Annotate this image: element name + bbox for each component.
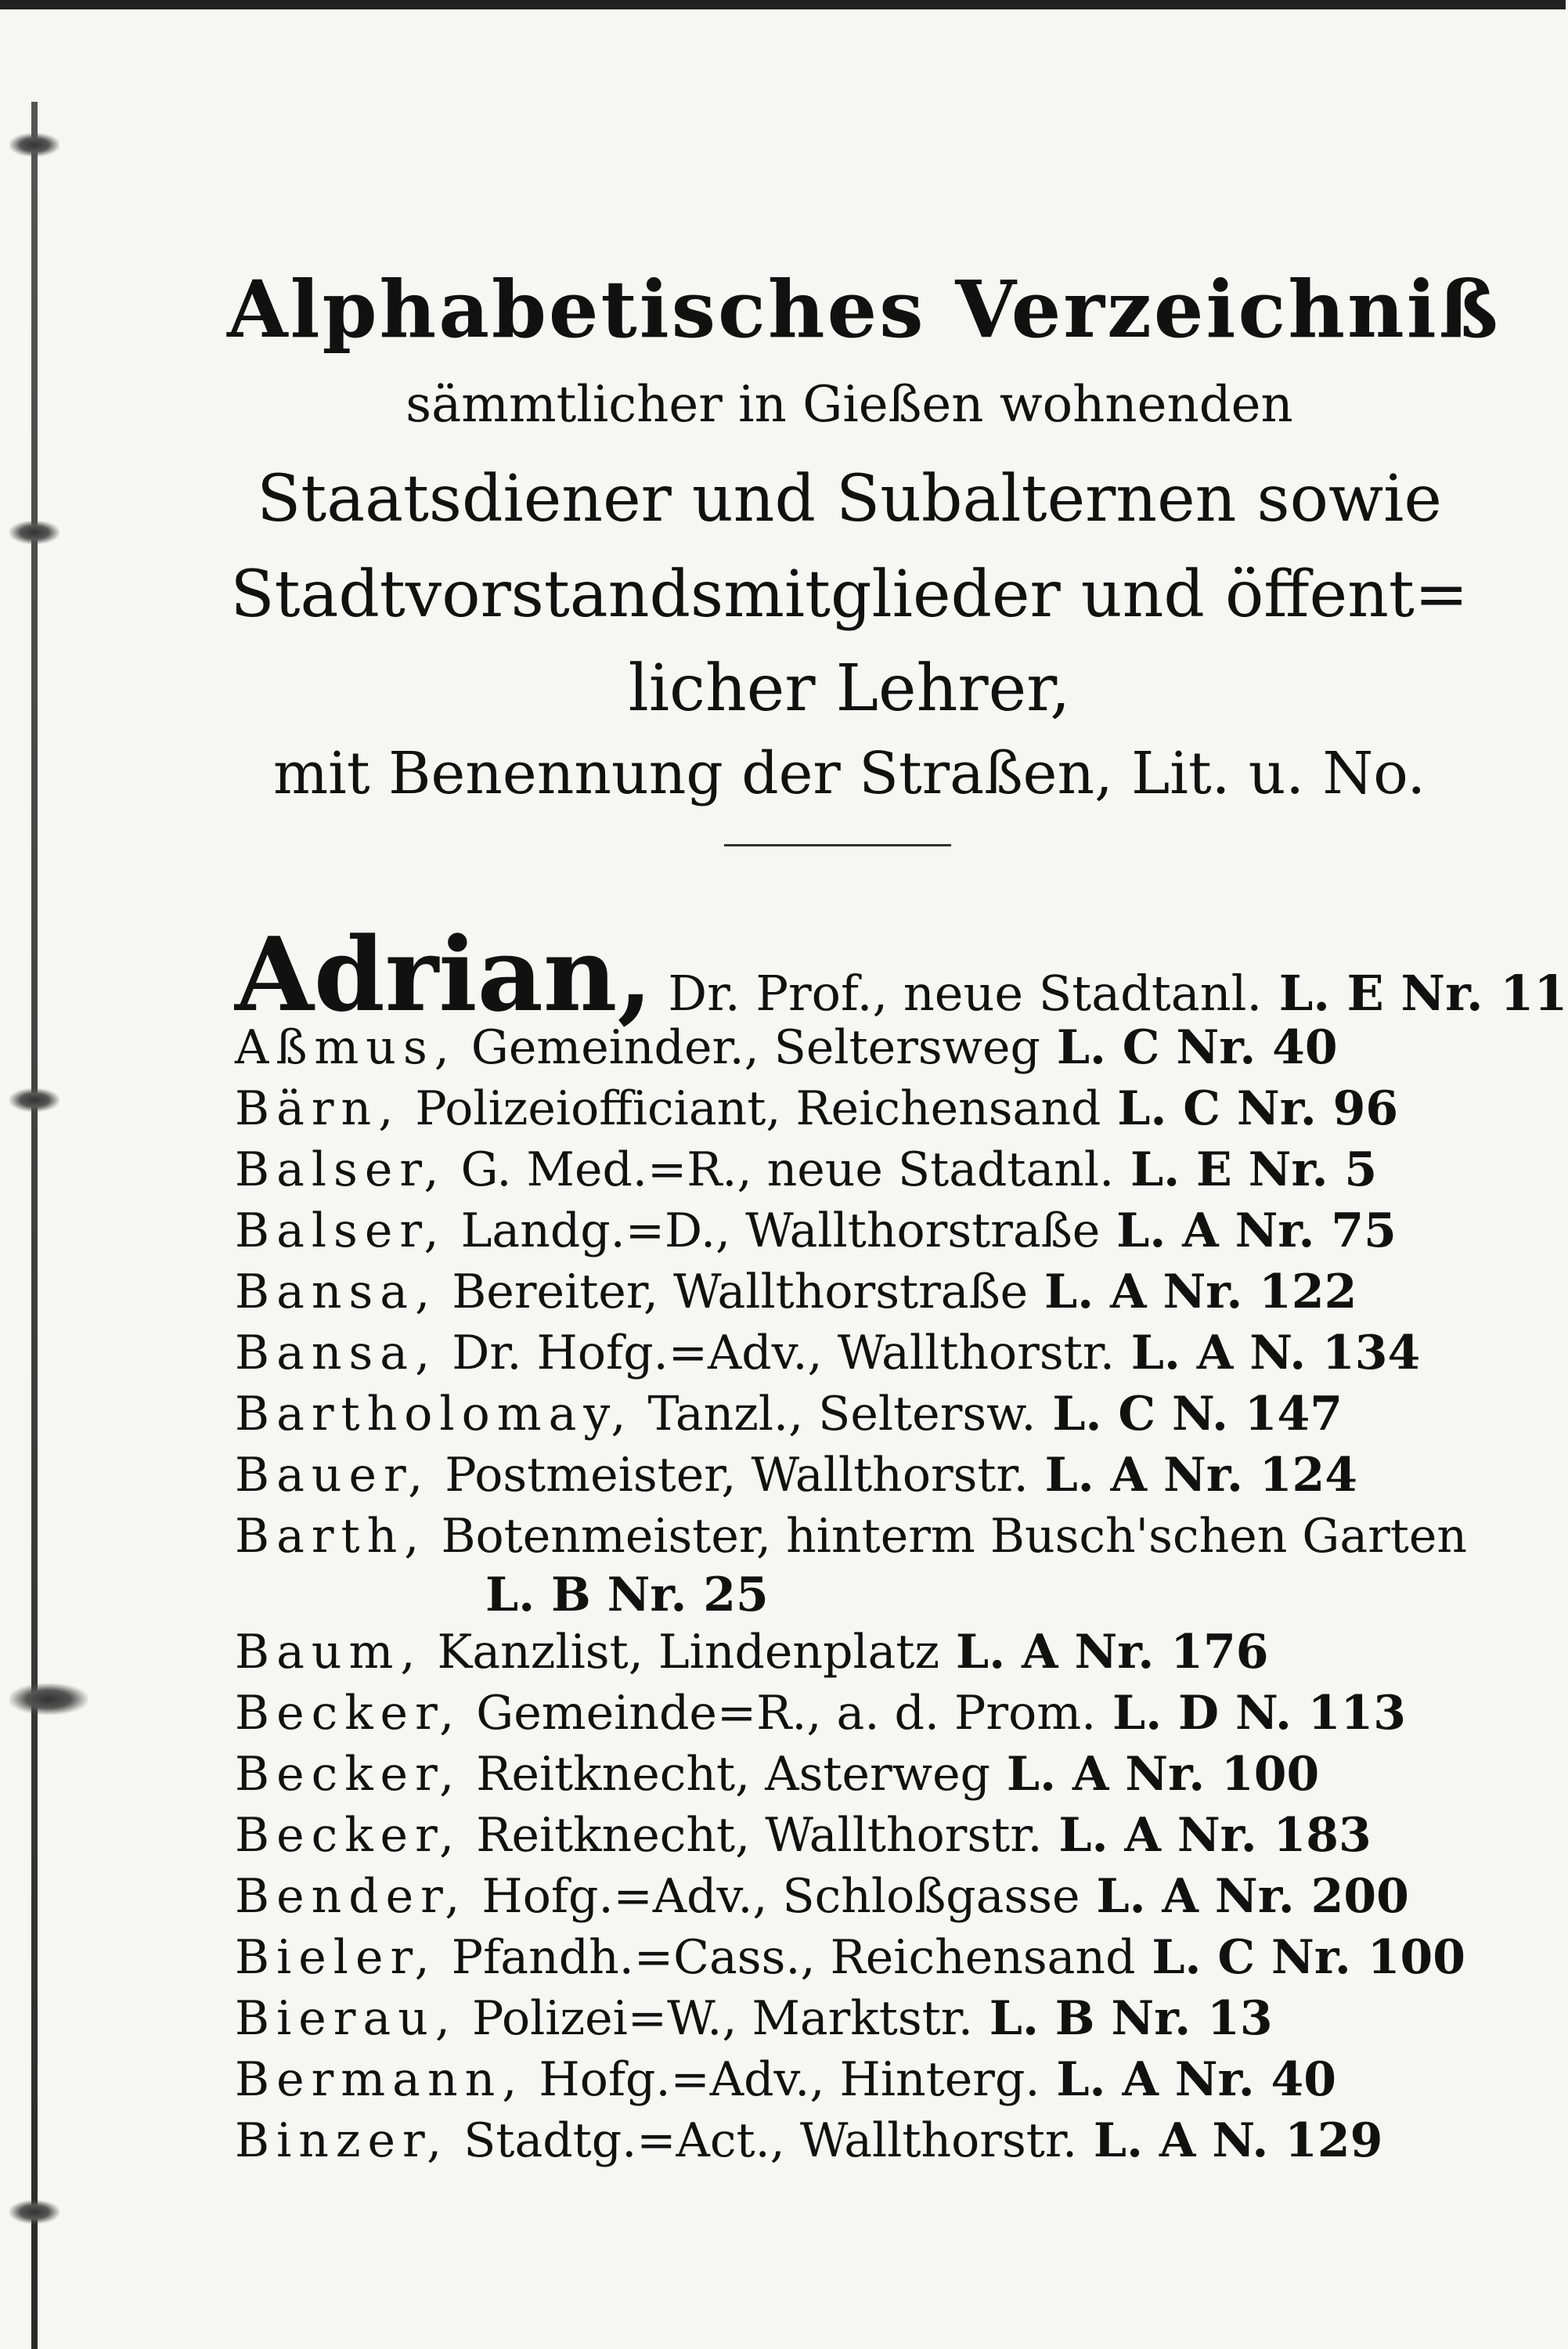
entry-name: Barth, — [235, 1509, 427, 1564]
subtitle-line-1: sämmtlicher in Gießen wohnenden — [406, 376, 1293, 434]
separator-rule — [724, 844, 951, 846]
list-item — [235, 1265, 1519, 1319]
entry-address: L. A N. 134 — [1114, 1326, 1421, 1380]
entry-details: Reitknecht, Asterweg — [461, 1747, 990, 1802]
entry-name: Binzer, — [235, 2113, 449, 2168]
binding-stitch — [9, 521, 59, 544]
entry-name: Bansa, — [235, 1265, 438, 1319]
list-item — [235, 2113, 1519, 2168]
entry-name: Bansa, — [235, 1326, 438, 1380]
entry-address: L. A Nr. 176 — [939, 1625, 1269, 1680]
entry-details: Polizei=W., Marktstr. — [456, 1991, 973, 2046]
entry-details: Stadtg.=Act., Wallthorstr. — [449, 2113, 1078, 2168]
entry-name: Bauer, — [235, 1448, 431, 1503]
entry-address: L. C Nr. 96 — [1101, 1081, 1399, 1136]
entry-address: L. B Nr. 13 — [972, 1991, 1273, 2046]
list-item — [235, 1448, 1519, 1503]
entry-address: L. A Nr. 124 — [1028, 1448, 1357, 1503]
entry-details: Botenmeister, hinterm Busch'schen Garten — [426, 1509, 1468, 1564]
entry-details: Hofg.=Adv., Hinterg. — [524, 2052, 1040, 2107]
entry-name: Bender, — [235, 1869, 467, 1924]
entry-address: L. E Nr. 5 — [1114, 1142, 1378, 1197]
subtitle-line-4: licher Lehrer, — [628, 651, 1071, 726]
entry-details: Reitknecht, Wallthorstr. — [461, 1808, 1043, 1863]
entry-address: L. A Nr. 40 — [1040, 2052, 1336, 2107]
entry-name: Becker, — [235, 1686, 462, 1741]
entry-details: Bereiter, Wallthorstraße — [437, 1265, 1029, 1319]
entry-address: L. A Nr. 100 — [990, 1747, 1320, 1802]
entry-details: Pfandh.=Cass., Reichensand — [436, 1930, 1136, 1985]
binding-stitch — [9, 1683, 88, 1715]
entry-details: Postmeister, Wallthorstr. — [430, 1448, 1029, 1503]
list-item — [235, 1326, 1519, 1380]
list-item — [235, 1020, 1519, 1075]
entry-address: L. D N. 113 — [1096, 1686, 1406, 1741]
entry-name: Bärn, — [235, 1081, 401, 1136]
entry-name: Aßmus, — [235, 1020, 456, 1075]
list-item — [235, 1869, 1519, 1924]
entry-address: L. E Nr. 11 — [1262, 965, 1568, 1022]
list-item — [235, 1203, 1519, 1258]
entry-name: Becker, — [235, 1808, 462, 1863]
entry-details: Gemeinder., Seltersweg — [456, 1020, 1040, 1075]
entry-name: Bierau, — [235, 1991, 457, 2046]
top-rule — [0, 0, 1566, 9]
list-item — [235, 915, 1568, 1034]
entry-address: L. C N. 147 — [1036, 1387, 1343, 1442]
list-item — [235, 1686, 1519, 1741]
list-item — [235, 1509, 1519, 1564]
entry-name: Becker, — [235, 1747, 462, 1802]
list-item — [235, 2052, 1519, 2107]
binding-stitch — [9, 1088, 59, 1112]
binding-stitch — [9, 2200, 59, 2224]
entry-name: Bermann, — [235, 2052, 524, 2107]
entry-details: Hofg.=Adv., Schloßgasse — [467, 1869, 1080, 1924]
subtitle-line-3: Stadtvorstandsmitglieder und öffent= — [230, 557, 1469, 632]
entry-address: L. A Nr. 75 — [1100, 1203, 1397, 1258]
entry-name: Bieler, — [235, 1930, 437, 1985]
entry-name: Baum, — [235, 1625, 423, 1680]
entry-name: Balser, — [235, 1142, 446, 1197]
binding-stitch — [9, 133, 59, 157]
entry-address: L. A Nr. 200 — [1080, 1869, 1409, 1924]
list-item — [235, 1625, 1519, 1680]
entry-details: Tanzl., Seltersw. — [633, 1387, 1036, 1442]
entry-name: Balser, — [235, 1203, 446, 1258]
entry-address-continuation: L. B Nr. 25 — [485, 1568, 769, 1622]
entry-name: Adrian, — [235, 915, 653, 1034]
entry-address: L. C Nr. 40 — [1040, 1020, 1338, 1075]
binding-edge — [31, 102, 38, 2349]
entry-details: Kanzlist, Lindenplatz — [422, 1625, 940, 1680]
entry-details: G. Med.=R., neue Stadtanl. — [445, 1142, 1115, 1197]
list-item — [235, 1991, 1519, 2046]
entry-details: Polizeiofficiant, Reichensand — [400, 1081, 1101, 1136]
entry-address: L. A N. 129 — [1077, 2113, 1383, 2168]
subtitle-line-5: mit Benennung der Straßen, Lit. u. No. — [273, 740, 1426, 807]
entry-address: L. C Nr. 100 — [1135, 1930, 1465, 1985]
entry-details: Dr. Hofg.=Adv., Wallthorstr. — [437, 1326, 1115, 1380]
list-item — [235, 1081, 1519, 1136]
entry-name: Bartholomay, — [235, 1387, 633, 1442]
entry-details: Dr. Prof., neue Stadtanl. — [652, 965, 1263, 1022]
entry-details: Landg.=D., Wallthorstraße — [445, 1203, 1101, 1258]
page-title: Alphabetisches Verzeichniß — [227, 263, 1501, 355]
entry-details: Gemeinde=R., a. d. Prom. — [461, 1686, 1097, 1741]
subtitle-line-2: Staatsdiener und Subalternen sowie — [257, 462, 1442, 536]
entry-address: L. A Nr. 122 — [1028, 1265, 1357, 1319]
list-item — [235, 1808, 1519, 1863]
list-item — [235, 1747, 1519, 1802]
list-item — [235, 1142, 1519, 1197]
list-item — [235, 1387, 1519, 1442]
entry-address: L. A Nr. 183 — [1042, 1808, 1372, 1863]
list-item — [235, 1930, 1519, 1985]
